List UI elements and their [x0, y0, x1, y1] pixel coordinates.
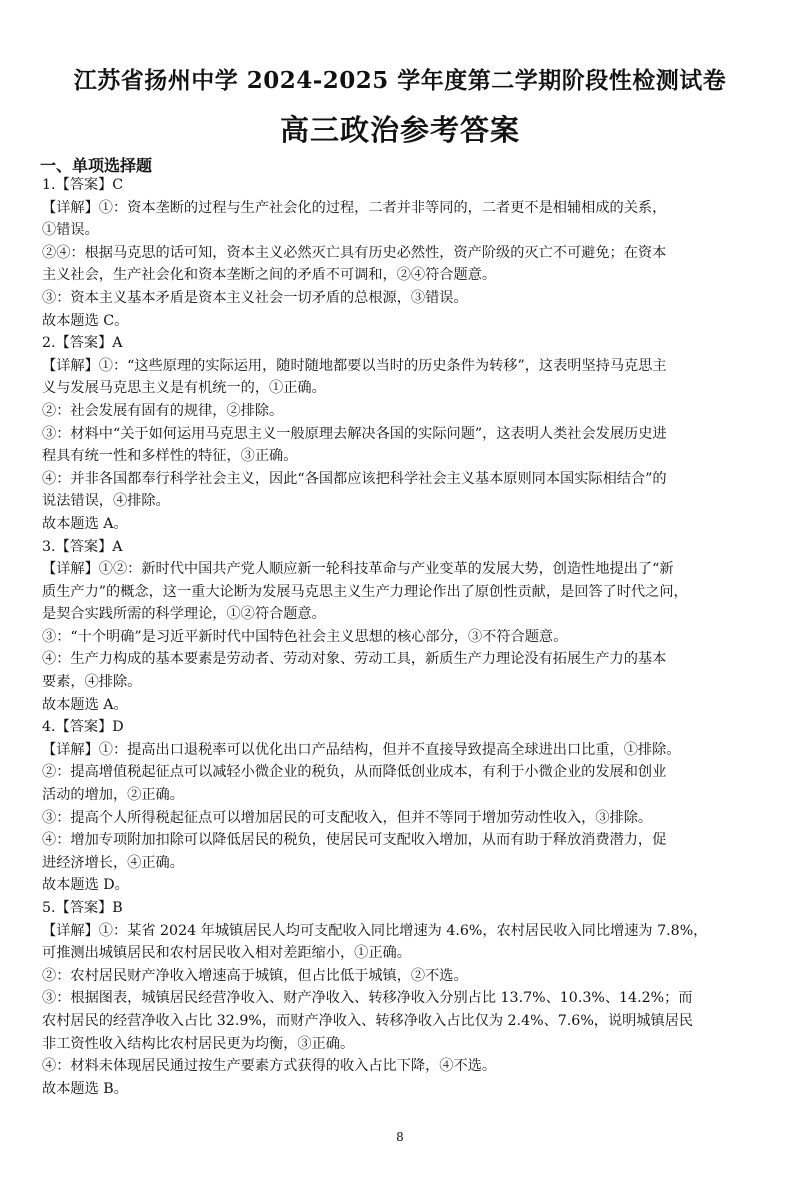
- section-heading: 一、单项选择题: [40, 156, 153, 175]
- answer-body: [42, 174, 762, 1100]
- text-line: 主义社会，生产社会化和资本垄断之间的矛盾不可调和，②④符合题意。: [42, 267, 497, 284]
- text-line: 进经济增长，④正确。: [42, 854, 184, 871]
- text-line: ②：社会发展有固有的规律，②排除。: [42, 402, 284, 419]
- text-line: ③：提高个人所得税起征点可以增加居民的可支配收入，但并不等同于增加劳动性收入，③排除。: [42, 809, 653, 826]
- text-line: ④：材料未体现居民通过按生产要素方式获得的收入占比下降，④不选。: [42, 1058, 497, 1075]
- text-line: 故本题选 A。: [42, 515, 128, 532]
- text-line: 故本题选 A。: [42, 696, 128, 713]
- text-line: 质生产力”的概念，这一重大论断为发展马克思主义生产力理论作出了原创性贡献，是回答了时代之问，: [42, 583, 688, 600]
- text-line: 1.【答案】C: [42, 177, 124, 193]
- text-line: 是契合实践所需的科学理论，①②符合题意。: [42, 606, 326, 623]
- document-title: 江苏省扬州中学 2024-2025 学年度第二学期阶段性检测试卷: [73, 67, 727, 94]
- text-line: ④：并非各国都奉行科学社会主义，因此“各国都应该把科学社会主义基本原则同本国实际相结合”的: [42, 470, 667, 487]
- text-line: 非工资性收入结构比农村居民更为均衡，③正确。: [42, 1035, 355, 1052]
- text-line: 活动的增加，②正确。: [42, 787, 184, 804]
- text-line: 3.【答案】A: [42, 538, 123, 555]
- text-line: 要素，④排除。: [42, 674, 142, 691]
- text-line: 义与发展马克思主义是有机统一的，①正确。: [42, 380, 326, 397]
- text-line: 2.【答案】A: [42, 335, 123, 352]
- text-line: ①错误。: [42, 222, 99, 239]
- text-line: ③：“十个明确”是习近平新时代中国特色社会主义思想的核心部分，③不符合题意。: [42, 628, 568, 645]
- text-line: 农村居民的经营净收入占比 32.9%，而财产净收入、转移净收入占比仅为 2.4%、7.6%，说明城镇居民: [42, 1012, 694, 1029]
- text-line: ③：资本主义基本矛盾是资本主义社会一切矛盾的总根源，③错误。: [42, 289, 468, 306]
- text-line: 说法错误，④排除。: [42, 493, 170, 510]
- text-line: ②：提高增值税起征点可以减轻小微企业的税负，从而降低创业成本，有利于小微企业的发展和创业: [42, 764, 667, 781]
- text-line: 故本题选 C。: [42, 312, 129, 329]
- text-line: 可推测出城镇居民和农村居民收入相对差距缩小，①正确。: [42, 945, 411, 962]
- text-line: 故本题选 B。: [42, 1080, 128, 1097]
- text-line: 程具有统一性和多样性的特征，③正确。: [42, 448, 298, 465]
- text-line: ③：材料中“关于如何运用马克思主义一般原理去解决各国的实际问题”，这表明人类社会发展历史进: [42, 425, 667, 442]
- text-line: 5.【答案】B: [42, 900, 123, 916]
- text-line: 4.【答案】D: [42, 719, 124, 736]
- text-line: ②：农村居民财产净收入增速高于城镇，但占比低于城镇，②不选。: [42, 967, 468, 984]
- text-line: 【详解】①：资本垄断的过程与生产社会化的过程，二者并非等同的，二者更不是相辅相成的关系，: [42, 199, 667, 216]
- text-line: 【详解】①②：新时代中国共产党人顺应新一轮科技革命与产业变革的发展大势，创造性地提出了“新: [42, 561, 674, 578]
- text-line: 【详解】①：提高出口退税率可以优化出口产品结构，但并不直接导致提高全球进出口比重，①排除。: [42, 741, 681, 758]
- text-line: ④：增加专项附加扣除可以降低居民的税负，使居民可支配收入增加，从而有助于释放消费潜力，促: [42, 832, 667, 849]
- text-line: ②④：根据马克思的话可知，资本主义必然灭亡具有历史必然性，资产阶级的灭亡不可避免；在资本: [42, 244, 667, 261]
- text-line: 【详解】①：“这些原理的实际运用，随时随地都要以当时的历史条件为转移”，这表明坚持马克思主: [42, 357, 667, 374]
- text-line: ③：根据图表，城镇居民经营净收入、财产净收入、转移净收入分别占比 13.7%、10.3%、14.2%；而: [42, 990, 693, 1007]
- text-line: ④：生产力构成的基本要素是劳动者、劳动对象、劳动工具，新质生产力理论没有拓展生产力的基本: [42, 651, 667, 668]
- text-line: 【详解】①：某省 2024 年城镇居民人均可支配收入同比增速为 4.6%，农村居民收入同比增速为 7.8%，: [42, 922, 708, 939]
- text-line: 故本题选 D。: [42, 877, 129, 894]
- page-number: 8: [396, 1130, 404, 1144]
- document-subtitle: 高三政治参考答案: [279, 113, 520, 147]
